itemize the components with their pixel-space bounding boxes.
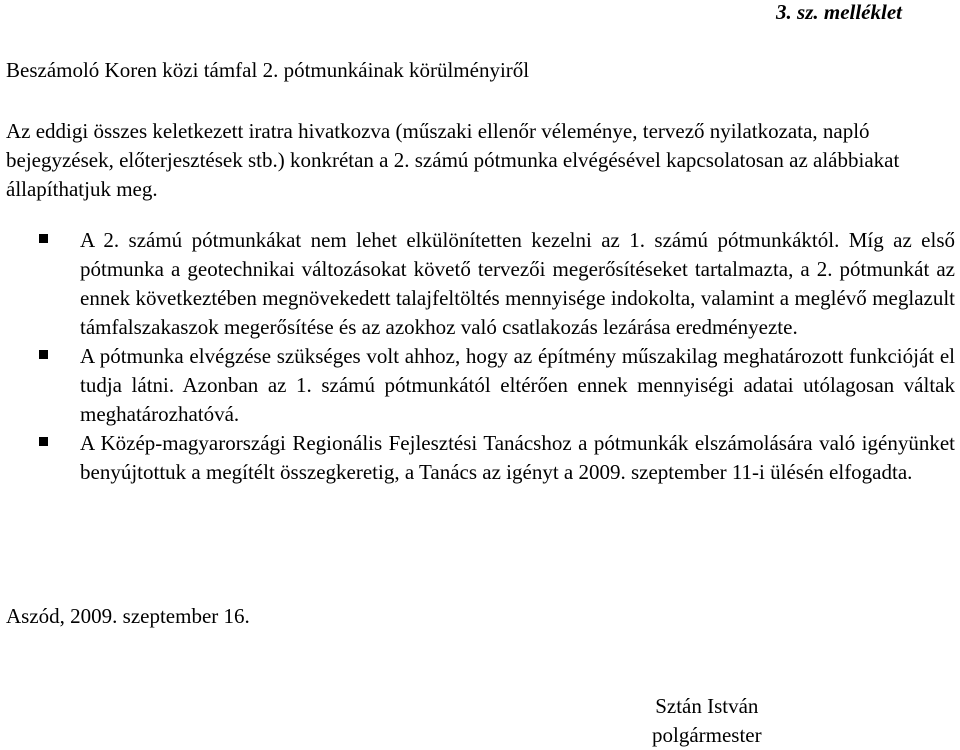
annex-label: 3. sz. melléklet: [776, 0, 902, 24]
list-item-text: A Közép-magyarországi Regionális Fejlesztési Tanácshoz a pótmunkák elszámolására való igényünket benyújtottuk a megítélt összegkeretig, a Tanács az igényt a 2009. szeptember 11-i ülésén elfogadta.: [80, 431, 955, 484]
square-bullet-icon: [39, 350, 48, 359]
findings-list: [0, 226, 960, 487]
list-item-text: A 2. számú pótmunkákat nem lehet elkülönítetten kezelni az 1. számú pótmunkáktól. Míg az első pótmunka a geotechnikai változásokat követő tervezői megerősítéseket tartalmazta, a 2. pótmunkát az ennek következtében megnövekedett talajfeltöltés mennyisége indokolta, valamint a meglévő meglazult támfalszakaszok megerősítése és az azokhoz való csatlakozás lezárása eredményezte.: [80, 228, 955, 339]
document-title: Beszámoló Koren közi támfal 2. pótmunkáinak körülményiről: [6, 58, 530, 82]
square-bullet-icon: [39, 437, 48, 446]
list-item: [0, 226, 955, 342]
signature-block: [652, 692, 762, 750]
list-item: [0, 429, 955, 487]
signatory-role: polgármester: [652, 723, 762, 747]
list-item: [0, 342, 955, 429]
signatory-name: Sztán István: [655, 694, 759, 718]
intro-paragraph: Az eddigi összes keletkezett iratra hivatkozva (műszaki ellenőr véleménye, tervező nyilatkozata, napló bejegyzések, előterjesztések stb.) konkrétan a 2. számú pótmunka elvégésével kapcsolatosan az alábbiakat állapíthatjuk meg.: [6, 119, 900, 201]
list-item-text: A pótmunka elvégzése szükséges volt ahhoz, hogy az építmény műszakilag meghatározott funkcióját el tudja látni. Azonban az 1. számú pótmunkától eltérően ennek mennyiségi adatai utólagosan váltak meghatározhatóvá.: [80, 344, 955, 426]
place-and-date: Aszód, 2009. szeptember 16.: [6, 604, 250, 628]
square-bullet-icon: [39, 234, 48, 243]
